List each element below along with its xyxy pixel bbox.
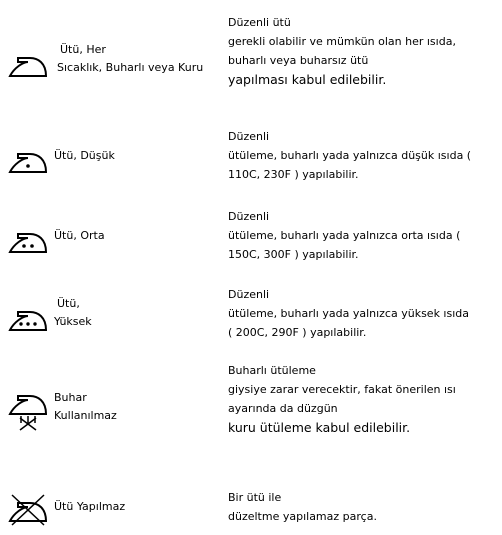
care-label: Ütü, Düşük xyxy=(54,149,115,162)
care-description: Bir ütü ile düzeltme yapılamaz parça. xyxy=(228,491,377,523)
care-description: Buharlı ütüleme giysiye zarar verecektir, fakat önerilen ısı ayarında da düzgün kuru ütüleme kabul edilebilir. xyxy=(228,364,456,435)
iron-high-icon xyxy=(8,304,48,334)
care-description: Düzenli ütü gerekli olabilir ve mümkün olan her ısıda, buharlı veya buharsız ütü yapılması kabul edilebilir. xyxy=(228,16,456,87)
iron-any-temperature-icon xyxy=(8,50,48,80)
do-not-iron-icon xyxy=(8,493,48,527)
care-description: Düzenli ütüleme, buharlı yada yalnızca yüksek ısıda ( 200C, 290F ) yapılabilir. xyxy=(228,288,470,339)
care-label: Ütü Yapılmaz xyxy=(54,500,126,513)
iron-medium-icon xyxy=(8,226,48,256)
care-description: Düzenli ütüleme, buharlı yada yalnızca düşük ısıda ( 110C, 230F ) yapılabilir. xyxy=(228,130,472,181)
care-label: Ütü, Her Sıcaklık, Buharlı veya Kuru xyxy=(57,43,204,74)
care-label: Ütü, Yüksek xyxy=(54,297,92,328)
iron-low-icon xyxy=(8,146,48,176)
care-description: Düzenli ütüleme, buharlı yada yalnızca orta ısıda ( 150C, 300F ) yapılabilir. xyxy=(228,210,461,261)
care-label: Ütü, Orta xyxy=(54,229,105,242)
care-label: Buhar Kullanılmaz xyxy=(54,391,117,422)
iron-no-steam-icon xyxy=(8,392,48,434)
